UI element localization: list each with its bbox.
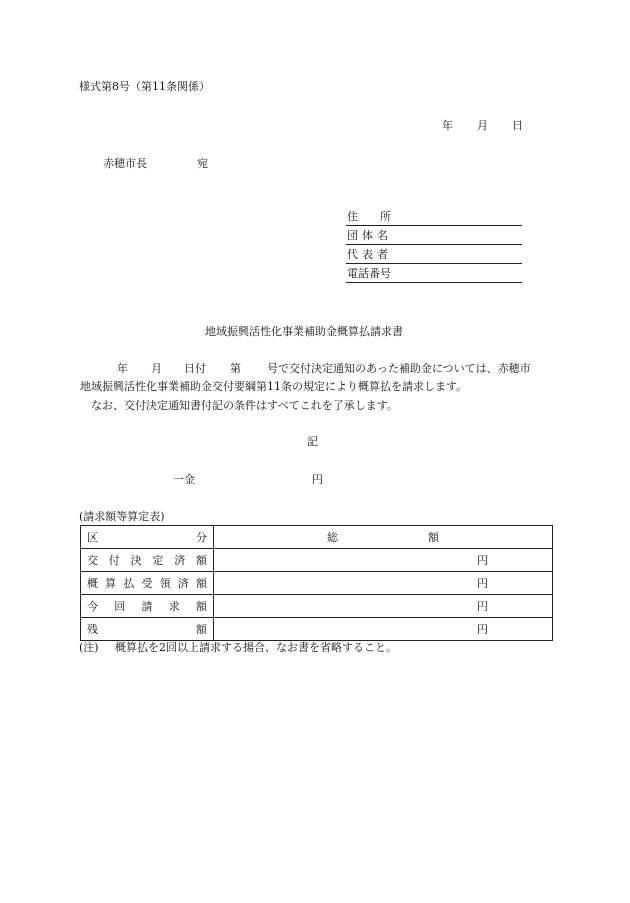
table-row <box>81 572 553 595</box>
row-amount-received[interactable]: 円 <box>214 572 553 595</box>
body-line1-rest: 号で交付決定通知のあった補助金については、赤穂市 <box>267 362 531 375</box>
row-amount-balance[interactable]: 円 <box>214 618 553 641</box>
row-label-balance: 残 額 <box>81 618 214 641</box>
representative-field[interactable] <box>346 246 522 264</box>
row-amount-current[interactable]: 円 <box>214 595 553 618</box>
addressee-name: 赤穂市長 <box>103 157 147 170</box>
document-title: 地域振興活性化事業補助金概算払請求書 <box>205 325 403 338</box>
table-header-row <box>81 526 553 549</box>
row-amount-decided[interactable]: 円 <box>214 549 553 572</box>
table-row <box>81 618 553 641</box>
table-caption: (請求額等算定表) <box>79 510 165 523</box>
body-day: 日付 <box>184 362 206 375</box>
body-line3: なお、交付決定通知書付記の条件はすべてこれを了承します。 <box>91 399 398 412</box>
row-label-received: 概 算 払 受 領 済 額 <box>81 572 214 595</box>
table-row <box>81 595 553 618</box>
phone-label: 電話番号 <box>347 267 391 280</box>
table-row <box>81 549 553 572</box>
addressee-suffix: 宛 <box>197 157 208 170</box>
amount-prefix: 一金 <box>173 473 195 486</box>
body-year: 年 <box>117 362 128 375</box>
body-dai: 第 <box>230 362 241 375</box>
amount-unit: 円 <box>312 473 323 486</box>
group-name-label: 団 体 名 <box>347 229 388 242</box>
note-text: 概算払を2回以上請求する揚合、なお書を省略すること。 <box>115 641 397 654</box>
header-category: 区 分 <box>81 526 214 549</box>
date-day-label: 日 <box>512 119 523 132</box>
date-year-label: 年 <box>442 119 453 132</box>
header-total: 総 額 <box>214 526 553 549</box>
row-label-decided: 交 付 決 定 済 額 <box>81 549 214 572</box>
body-month: 月 <box>151 362 162 375</box>
note-label: (注) <box>79 641 99 654</box>
row-label-current: 今 回 請 求 額 <box>81 595 214 618</box>
representative-label: 代 表 者 <box>347 248 388 261</box>
calculation-table <box>80 525 553 641</box>
phone-field[interactable] <box>346 265 522 283</box>
group-name-field[interactable] <box>346 227 522 245</box>
form-number-label: 様式第8号（第11条関係） <box>79 80 210 93</box>
ki-label: 記 <box>307 435 318 448</box>
body-line2: 地域振興活性化事業補助金交付要綱第11条の規定により概算払を請求します。 <box>80 380 468 393</box>
date-month-label: 月 <box>477 119 488 132</box>
address-label: 住 所 <box>347 210 391 223</box>
address-field[interactable] <box>346 208 522 226</box>
